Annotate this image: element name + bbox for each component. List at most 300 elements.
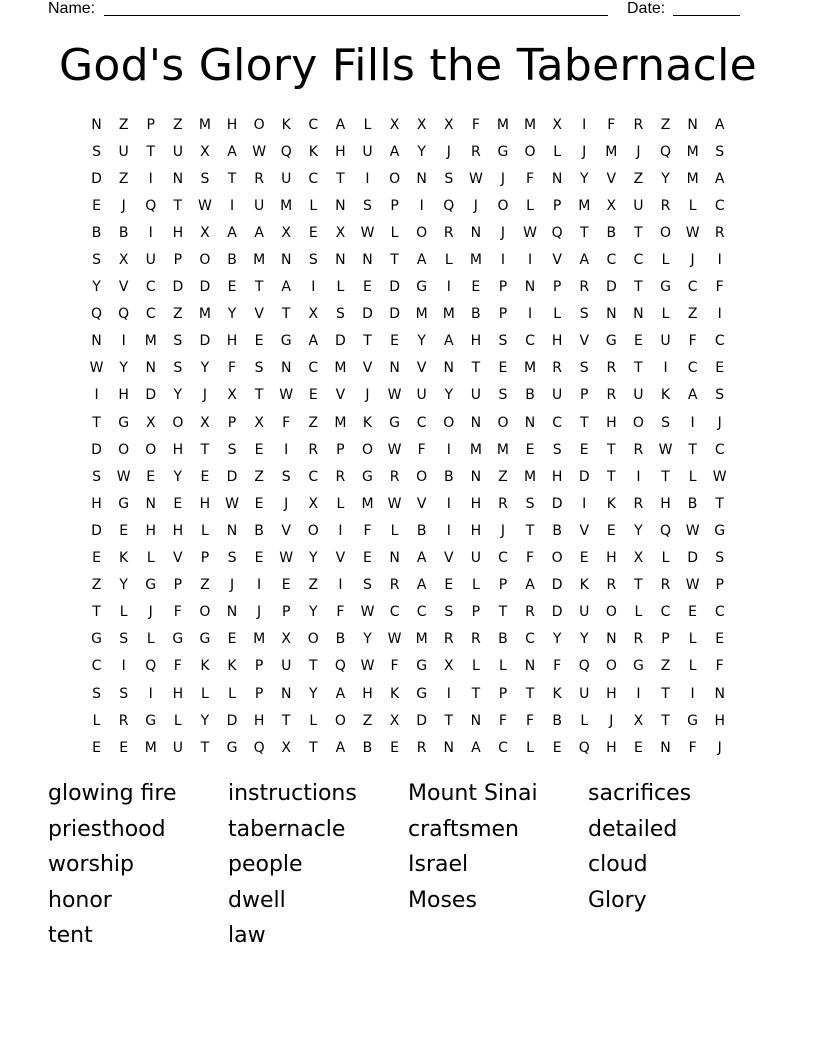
- grid-letter[interactable]: H: [714, 712, 725, 729]
- grid-letter[interactable]: F: [688, 333, 697, 350]
- grid-letter[interactable]: O: [389, 170, 401, 187]
- grid-letter[interactable]: E: [308, 224, 318, 241]
- grid-letter[interactable]: O: [551, 550, 563, 567]
- grid-letter[interactable]: D: [91, 170, 102, 187]
- grid-letter[interactable]: U: [470, 387, 481, 404]
- grid-letter[interactable]: M: [496, 441, 509, 458]
- grid-letter[interactable]: A: [416, 252, 427, 269]
- grid-letter[interactable]: I: [148, 170, 153, 187]
- grid-letter[interactable]: F: [336, 604, 345, 621]
- grid-letter[interactable]: W: [225, 495, 239, 512]
- grid-letter[interactable]: M: [578, 197, 591, 214]
- grid-letter[interactable]: G: [632, 658, 644, 675]
- grid-letter[interactable]: V: [362, 360, 373, 377]
- grid-letter[interactable]: O: [172, 414, 184, 431]
- grid-letter[interactable]: X: [552, 116, 562, 133]
- grid-letter[interactable]: W: [685, 577, 700, 594]
- grid-letter[interactable]: O: [118, 441, 130, 458]
- grid-letter[interactable]: Z: [173, 116, 183, 133]
- grid-letter[interactable]: G: [660, 279, 671, 296]
- grid-letter[interactable]: X: [281, 739, 291, 756]
- grid-letter[interactable]: O: [199, 604, 211, 621]
- grid-letter[interactable]: F: [173, 604, 182, 621]
- grid-letter[interactable]: Q: [578, 658, 590, 675]
- grid-letter[interactable]: M: [361, 495, 374, 512]
- grid-letter[interactable]: U: [633, 387, 644, 404]
- grid-letter[interactable]: Z: [633, 170, 644, 187]
- grid-letter[interactable]: X: [200, 143, 210, 160]
- grid-letter[interactable]: T: [336, 170, 345, 187]
- grid-letter[interactable]: T: [498, 604, 508, 621]
- grid-letter[interactable]: A: [416, 550, 427, 567]
- grid-letter[interactable]: U: [579, 604, 590, 621]
- grid-letter[interactable]: W: [387, 387, 402, 404]
- grid-letter[interactable]: Q: [334, 658, 346, 675]
- grid-letter[interactable]: V: [606, 170, 617, 187]
- grid-letter[interactable]: Q: [578, 739, 590, 756]
- grid-letter[interactable]: L: [634, 604, 643, 621]
- grid-letter[interactable]: J: [500, 224, 506, 241]
- grid-letter[interactable]: E: [633, 333, 643, 350]
- grid-letter[interactable]: U: [118, 143, 129, 160]
- grid-letter[interactable]: W: [387, 631, 402, 648]
- grid-letter[interactable]: I: [527, 252, 533, 269]
- grid-letter[interactable]: P: [498, 306, 508, 323]
- grid-letter[interactable]: F: [417, 441, 426, 458]
- grid-letter[interactable]: H: [551, 333, 563, 350]
- grid-letter[interactable]: S: [498, 333, 508, 350]
- grid-letter[interactable]: I: [121, 658, 126, 675]
- grid-letter[interactable]: L: [228, 685, 236, 702]
- grid-letter[interactable]: A: [714, 116, 725, 133]
- grid-letter[interactable]: Q: [145, 658, 157, 675]
- grid-letter[interactable]: I: [527, 306, 533, 323]
- grid-letter[interactable]: C: [416, 414, 427, 431]
- grid-letter[interactable]: I: [690, 414, 695, 431]
- grid-letter[interactable]: S: [200, 170, 210, 187]
- grid-letter[interactable]: I: [148, 685, 153, 702]
- grid-letter[interactable]: X: [335, 224, 346, 241]
- grid-letter[interactable]: J: [582, 143, 587, 160]
- grid-letter[interactable]: C: [498, 739, 508, 756]
- grid-letter[interactable]: S: [363, 197, 372, 214]
- grid-letter[interactable]: W: [252, 143, 267, 160]
- grid-letter[interactable]: Y: [227, 306, 237, 323]
- grid-letter[interactable]: A: [525, 577, 535, 594]
- grid-letter[interactable]: Y: [200, 360, 210, 377]
- grid-letter[interactable]: T: [634, 360, 643, 377]
- grid-letter[interactable]: R: [443, 631, 454, 648]
- grid-letter[interactable]: I: [446, 441, 451, 458]
- grid-letter[interactable]: F: [607, 116, 616, 133]
- grid-letter[interactable]: J: [446, 143, 451, 160]
- grid-letter[interactable]: L: [688, 197, 697, 214]
- grid-letter[interactable]: X: [254, 414, 264, 431]
- grid-letter[interactable]: B: [498, 631, 508, 648]
- grid-letter[interactable]: S: [335, 306, 345, 323]
- grid-letter[interactable]: H: [172, 224, 184, 241]
- grid-letter[interactable]: L: [201, 522, 209, 539]
- grid-letter[interactable]: V: [552, 252, 562, 269]
- grid-letter[interactable]: F: [526, 712, 535, 729]
- grid-letter[interactable]: U: [172, 739, 183, 756]
- grid-letter[interactable]: M: [524, 116, 537, 133]
- grid-letter[interactable]: E: [92, 550, 101, 567]
- grid-letter[interactable]: F: [227, 360, 237, 377]
- grid-letter[interactable]: L: [688, 468, 697, 485]
- grid-letter[interactable]: K: [308, 143, 318, 160]
- grid-letter[interactable]: T: [390, 252, 399, 269]
- grid-letter[interactable]: A: [687, 387, 698, 404]
- grid-letter[interactable]: L: [336, 279, 345, 296]
- grid-letter[interactable]: A: [389, 143, 400, 160]
- grid-letter[interactable]: C: [145, 279, 156, 296]
- grid-letter[interactable]: M: [605, 143, 618, 160]
- grid-letter[interactable]: X: [443, 658, 454, 675]
- grid-letter[interactable]: C: [687, 279, 698, 296]
- grid-letter[interactable]: L: [363, 116, 372, 133]
- grid-letter[interactable]: D: [551, 577, 563, 594]
- grid-letter[interactable]: T: [227, 170, 237, 187]
- grid-letter[interactable]: Y: [661, 170, 670, 187]
- grid-letter[interactable]: Y: [552, 631, 562, 648]
- grid-letter[interactable]: A: [227, 143, 237, 160]
- grid-letter[interactable]: R: [714, 224, 725, 241]
- grid-letter[interactable]: D: [389, 306, 400, 323]
- grid-letter[interactable]: S: [498, 387, 508, 404]
- grid-letter[interactable]: D: [91, 441, 102, 458]
- grid-letter[interactable]: Y: [444, 387, 454, 404]
- grid-letter[interactable]: D: [578, 468, 590, 485]
- grid-letter[interactable]: R: [633, 116, 644, 133]
- grid-letter[interactable]: R: [606, 577, 617, 594]
- grid-letter[interactable]: C: [145, 306, 156, 323]
- grid-letter[interactable]: A: [471, 739, 481, 756]
- grid-letter[interactable]: N: [524, 658, 536, 675]
- grid-letter[interactable]: L: [309, 197, 318, 214]
- grid-letter[interactable]: R: [254, 170, 264, 187]
- grid-letter[interactable]: I: [446, 279, 451, 296]
- grid-letter[interactable]: G: [497, 143, 509, 160]
- grid-letter[interactable]: T: [661, 468, 670, 485]
- grid-letter[interactable]: O: [307, 631, 319, 648]
- name-field-line[interactable]: [104, 15, 608, 16]
- grid-letter[interactable]: T: [309, 739, 318, 756]
- grid-letter[interactable]: J: [229, 577, 235, 594]
- grid-letter[interactable]: L: [119, 604, 128, 621]
- grid-letter[interactable]: J: [500, 170, 506, 187]
- grid-letter[interactable]: C: [416, 604, 427, 621]
- grid-letter[interactable]: R: [416, 739, 427, 756]
- grid-letter[interactable]: S: [579, 306, 589, 323]
- grid-letter[interactable]: T: [579, 224, 589, 241]
- grid-letter[interactable]: S: [119, 631, 129, 648]
- grid-letter[interactable]: W: [387, 495, 402, 512]
- grid-letter[interactable]: W: [360, 604, 375, 621]
- grid-letter[interactable]: G: [389, 414, 400, 431]
- grid-letter[interactable]: S: [661, 414, 670, 431]
- grid-letter[interactable]: P: [498, 577, 508, 594]
- grid-letter[interactable]: S: [715, 387, 725, 404]
- grid-letter[interactable]: T: [634, 224, 643, 241]
- grid-letter[interactable]: M: [253, 252, 266, 269]
- grid-letter[interactable]: W: [360, 224, 375, 241]
- grid-letter[interactable]: I: [582, 495, 587, 512]
- grid-letter[interactable]: H: [470, 522, 482, 539]
- grid-letter[interactable]: Y: [309, 685, 318, 702]
- grid-letter[interactable]: T: [281, 306, 291, 323]
- grid-letter[interactable]: S: [715, 143, 725, 160]
- grid-letter[interactable]: D: [389, 279, 400, 296]
- grid-letter[interactable]: O: [361, 441, 373, 458]
- grid-letter[interactable]: T: [634, 577, 643, 594]
- grid-letter[interactable]: F: [363, 522, 372, 539]
- grid-letter[interactable]: T: [525, 522, 535, 539]
- grid-letter[interactable]: J: [148, 604, 153, 621]
- grid-letter[interactable]: D: [226, 712, 238, 729]
- grid-letter[interactable]: Y: [363, 631, 372, 648]
- grid-letter[interactable]: J: [202, 387, 207, 404]
- grid-letter[interactable]: H: [606, 414, 617, 431]
- grid-letter[interactable]: E: [119, 522, 129, 539]
- grid-letter[interactable]: Q: [145, 197, 157, 214]
- grid-letter[interactable]: R: [660, 577, 671, 594]
- grid-letter[interactable]: T: [254, 279, 264, 296]
- grid-letter[interactable]: E: [525, 441, 535, 458]
- grid-letter[interactable]: W: [685, 224, 700, 241]
- grid-letter[interactable]: X: [633, 712, 644, 729]
- grid-letter[interactable]: U: [552, 387, 563, 404]
- grid-letter[interactable]: N: [280, 252, 292, 269]
- grid-letter[interactable]: N: [443, 739, 454, 756]
- grid-letter[interactable]: S: [92, 252, 101, 269]
- grid-letter[interactable]: W: [279, 387, 294, 404]
- grid-letter[interactable]: H: [172, 441, 184, 458]
- grid-letter[interactable]: B: [91, 224, 102, 241]
- grid-letter[interactable]: E: [471, 279, 481, 296]
- grid-letter[interactable]: E: [579, 550, 589, 567]
- grid-letter[interactable]: O: [497, 197, 509, 214]
- grid-letter[interactable]: B: [362, 739, 373, 756]
- grid-letter[interactable]: K: [606, 495, 616, 512]
- grid-letter[interactable]: N: [606, 306, 617, 323]
- grid-letter[interactable]: T: [200, 441, 210, 458]
- grid-letter[interactable]: G: [416, 685, 428, 702]
- grid-letter[interactable]: H: [199, 495, 211, 512]
- grid-letter[interactable]: B: [118, 224, 129, 241]
- grid-letter[interactable]: J: [717, 739, 722, 756]
- grid-letter[interactable]: N: [91, 333, 102, 350]
- grid-letter[interactable]: U: [145, 252, 156, 269]
- grid-letter[interactable]: O: [524, 143, 536, 160]
- grid-letter[interactable]: D: [199, 279, 211, 296]
- grid-letter[interactable]: G: [145, 577, 157, 594]
- grid-letter[interactable]: Z: [660, 116, 671, 133]
- grid-letter[interactable]: D: [91, 522, 102, 539]
- grid-letter[interactable]: V: [335, 387, 346, 404]
- grid-letter[interactable]: F: [715, 279, 724, 296]
- grid-letter[interactable]: O: [632, 414, 644, 431]
- grid-letter[interactable]: W: [279, 550, 294, 567]
- grid-letter[interactable]: N: [172, 170, 184, 187]
- grid-letter[interactable]: A: [308, 333, 319, 350]
- grid-letter[interactable]: G: [605, 333, 617, 350]
- grid-letter[interactable]: B: [443, 468, 454, 485]
- grid-letter[interactable]: G: [172, 631, 184, 648]
- grid-letter[interactable]: L: [336, 495, 345, 512]
- grid-letter[interactable]: C: [633, 252, 644, 269]
- grid-letter[interactable]: X: [308, 306, 319, 323]
- grid-letter[interactable]: E: [92, 197, 101, 214]
- grid-letter[interactable]: V: [254, 306, 264, 323]
- grid-letter[interactable]: V: [579, 333, 590, 350]
- grid-letter[interactable]: W: [523, 224, 537, 241]
- grid-letter[interactable]: D: [145, 387, 157, 404]
- grid-letter[interactable]: W: [198, 197, 212, 214]
- grid-letter[interactable]: F: [688, 739, 697, 756]
- grid-letter[interactable]: B: [552, 522, 562, 539]
- grid-letter[interactable]: B: [335, 631, 346, 648]
- grid-letter[interactable]: S: [715, 550, 725, 567]
- grid-letter[interactable]: N: [524, 279, 536, 296]
- grid-letter[interactable]: C: [525, 333, 535, 350]
- grid-letter[interactable]: M: [415, 306, 428, 323]
- grid-letter[interactable]: H: [470, 333, 482, 350]
- grid-letter[interactable]: A: [579, 252, 590, 269]
- grid-letter[interactable]: Z: [687, 306, 698, 323]
- grid-letter[interactable]: H: [606, 685, 617, 702]
- grid-letter[interactable]: B: [416, 522, 427, 539]
- grid-letter[interactable]: E: [200, 468, 210, 485]
- grid-letter[interactable]: H: [660, 495, 671, 512]
- grid-letter[interactable]: N: [389, 550, 400, 567]
- grid-letter[interactable]: L: [309, 712, 318, 729]
- grid-letter[interactable]: P: [498, 685, 508, 702]
- grid-letter[interactable]: T: [525, 685, 535, 702]
- grid-letter[interactable]: C: [91, 658, 102, 675]
- grid-letter[interactable]: O: [416, 468, 428, 485]
- grid-letter[interactable]: B: [525, 387, 535, 404]
- grid-letter[interactable]: Q: [253, 739, 265, 756]
- grid-letter[interactable]: K: [579, 577, 589, 594]
- grid-letter[interactable]: I: [338, 577, 343, 594]
- grid-letter[interactable]: P: [661, 631, 670, 648]
- grid-letter[interactable]: I: [717, 306, 722, 323]
- grid-letter[interactable]: K: [660, 387, 671, 404]
- grid-letter[interactable]: K: [552, 685, 562, 702]
- grid-letter[interactable]: A: [227, 224, 237, 241]
- grid-letter[interactable]: D: [199, 333, 211, 350]
- grid-letter[interactable]: O: [416, 224, 428, 241]
- grid-letter[interactable]: R: [525, 604, 535, 621]
- grid-letter[interactable]: H: [606, 550, 617, 567]
- grid-letter[interactable]: N: [280, 360, 292, 377]
- grid-letter[interactable]: Q: [660, 522, 672, 539]
- grid-letter[interactable]: S: [227, 550, 237, 567]
- grid-letter[interactable]: F: [471, 116, 480, 133]
- grid-letter[interactable]: N: [145, 495, 156, 512]
- grid-letter[interactable]: C: [552, 414, 563, 431]
- grid-letter[interactable]: L: [444, 252, 453, 269]
- grid-letter[interactable]: C: [389, 604, 400, 621]
- grid-letter[interactable]: O: [145, 441, 157, 458]
- grid-letter[interactable]: T: [661, 685, 670, 702]
- grid-letter[interactable]: R: [389, 577, 400, 594]
- grid-letter[interactable]: R: [470, 631, 481, 648]
- grid-letter[interactable]: H: [226, 333, 238, 350]
- grid-letter[interactable]: C: [308, 468, 319, 485]
- grid-letter[interactable]: L: [526, 197, 534, 214]
- grid-letter[interactable]: M: [280, 197, 293, 214]
- grid-letter[interactable]: U: [253, 197, 265, 214]
- grid-letter[interactable]: B: [254, 522, 264, 539]
- grid-letter[interactable]: O: [660, 224, 672, 241]
- grid-letter[interactable]: S: [173, 360, 183, 377]
- grid-letter[interactable]: P: [471, 604, 481, 621]
- grid-letter[interactable]: N: [226, 604, 238, 621]
- grid-letter[interactable]: X: [389, 712, 400, 729]
- grid-letter[interactable]: Y: [119, 360, 128, 377]
- grid-letter[interactable]: N: [145, 360, 156, 377]
- grid-letter[interactable]: I: [338, 522, 343, 539]
- grid-letter[interactable]: N: [91, 116, 102, 133]
- grid-letter[interactable]: Z: [362, 712, 373, 729]
- grid-letter[interactable]: E: [254, 333, 264, 350]
- grid-letter[interactable]: E: [227, 279, 237, 296]
- grid-letter[interactable]: Z: [660, 658, 671, 675]
- grid-letter[interactable]: R: [633, 631, 644, 648]
- grid-letter[interactable]: T: [92, 414, 101, 431]
- grid-letter[interactable]: L: [201, 685, 209, 702]
- grid-letter[interactable]: E: [308, 387, 318, 404]
- grid-letter[interactable]: V: [281, 522, 291, 539]
- grid-letter[interactable]: D: [362, 306, 373, 323]
- grid-letter[interactable]: N: [226, 522, 238, 539]
- grid-letter[interactable]: F: [390, 658, 399, 675]
- grid-letter[interactable]: N: [470, 224, 482, 241]
- grid-letter[interactable]: H: [145, 522, 156, 539]
- grid-letter[interactable]: Z: [91, 577, 102, 594]
- grid-letter[interactable]: M: [469, 252, 482, 269]
- grid-letter[interactable]: T: [579, 414, 589, 431]
- grid-letter[interactable]: E: [254, 441, 264, 458]
- grid-letter[interactable]: H: [551, 468, 563, 485]
- grid-letter[interactable]: H: [362, 685, 373, 702]
- grid-letter[interactable]: J: [365, 387, 370, 404]
- grid-letter[interactable]: C: [308, 116, 319, 133]
- grid-letter[interactable]: G: [226, 739, 238, 756]
- grid-letter[interactable]: D: [226, 468, 238, 485]
- grid-letter[interactable]: I: [663, 360, 668, 377]
- grid-letter[interactable]: E: [281, 577, 291, 594]
- grid-letter[interactable]: N: [687, 116, 698, 133]
- grid-letter[interactable]: O: [497, 414, 509, 431]
- grid-letter[interactable]: M: [524, 360, 537, 377]
- grid-letter[interactable]: I: [446, 522, 451, 539]
- grid-letter[interactable]: U: [470, 550, 481, 567]
- grid-letter[interactable]: N: [362, 252, 373, 269]
- grid-letter[interactable]: A: [335, 685, 346, 702]
- grid-letter[interactable]: E: [227, 631, 237, 648]
- grid-letter[interactable]: I: [717, 252, 722, 269]
- grid-letter[interactable]: Q: [91, 306, 103, 323]
- grid-letter[interactable]: O: [199, 252, 211, 269]
- grid-letter[interactable]: M: [198, 306, 211, 323]
- grid-letter[interactable]: I: [446, 495, 451, 512]
- grid-letter[interactable]: Z: [173, 306, 183, 323]
- grid-letter[interactable]: Q: [280, 143, 292, 160]
- grid-letter[interactable]: R: [389, 468, 400, 485]
